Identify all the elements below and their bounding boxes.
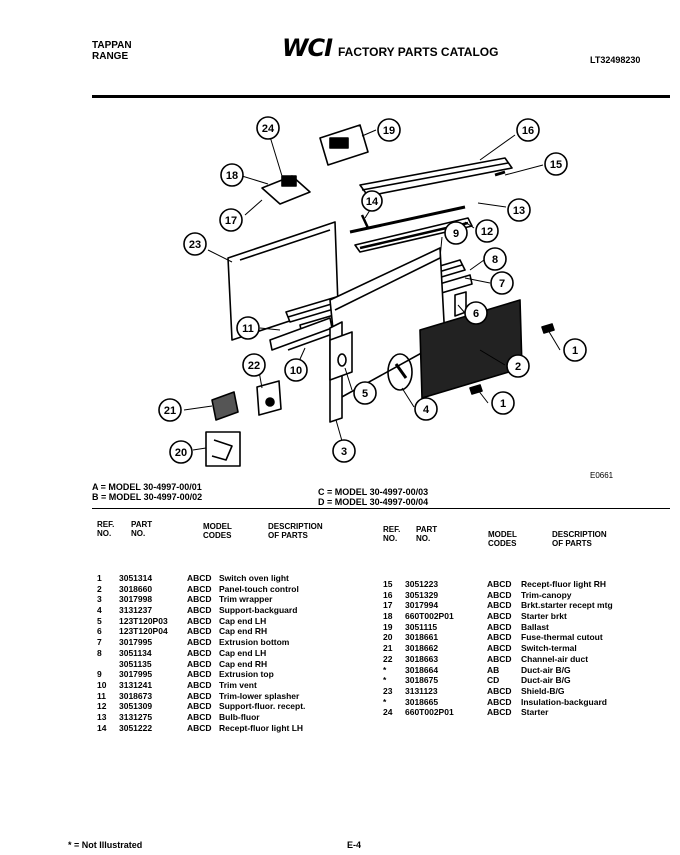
model-a: A = MODEL 30-4997-00/01 [92,482,202,492]
callout-15 [545,153,567,175]
svg-text:22: 22 [247,360,261,372]
svg-text:8: 8 [491,254,499,266]
svg-text:11: 11 [242,323,254,335]
svg-text:23: 23 [188,239,202,251]
callout-11 [237,317,259,339]
svg-text:19: 19 [382,125,396,137]
right-desc-header: DESCRIPTION OF PARTS [552,530,607,548]
svg-text:6: 6 [472,308,480,320]
callout-1b [492,392,514,414]
table-row: 3051135 ABCD Cap end RH [119,658,268,669]
table-row: 6 123T120P04 ABCD Cap end RH [97,626,268,637]
table-row: 9 3017995 ABCD Extrusion top [97,669,274,680]
callout-6 [465,302,487,324]
callout-10 [285,359,307,381]
right-part-header: PART NO. [416,525,438,543]
right-model-header: MODEL CODES [488,530,517,548]
table-row: * 3018665 ABCD Insulation-backguard [383,696,607,707]
table-row: 14 3051222 ABCD Recept-fluor light LH [97,722,304,733]
svg-text:10: 10 [289,365,303,377]
svg-text:18: 18 [225,170,239,182]
table-row: 12 3051309 ABCD Support-fluor. recept. [97,701,306,712]
svg-text:5: 5 [361,388,369,400]
model-d: D = MODEL 30-4997-00/04 [318,497,429,507]
table-row: 3 3017998 ABCD Trim wrapper [97,594,273,605]
callout-22 [243,354,265,376]
table-row: 4 3131237 ABCD Support-backguard [97,605,298,616]
svg-text:2: 2 [514,361,522,373]
callout-7 [491,272,513,294]
svg-text:17: 17 [224,215,238,227]
callout-8 [484,248,506,270]
callout-5 [354,382,376,404]
parts-list-right [383,579,613,718]
table-row: 23 3131123 ABCD Shield-B/G [383,685,565,696]
svg-text:1: 1 [499,398,507,410]
callout-2 [507,355,529,377]
callout-16 [517,119,539,141]
callout-24 [257,117,279,139]
table-row: 13 3131275 ABCD Bulb-fluor [97,711,260,722]
callout-19 [378,119,400,141]
svg-text:1: 1 [571,345,579,357]
table-row: 2 3018660 ABCD Panel-touch control [97,583,299,594]
right-ref-header: REF. NO. [383,525,401,543]
callout-13 [508,199,530,221]
svg-text:4: 4 [422,404,430,416]
callout-21 [159,399,181,421]
svg-text:7: 7 [498,278,506,290]
svg-text:9: 9 [452,228,460,240]
table-row: 1 3051314 ABCD Switch oven light [97,573,289,583]
table-row: 5 123T120P03 ABCD Cap end LH [97,615,267,626]
callout-17 [220,209,242,231]
parts-list-left [97,573,305,733]
table-rule [92,508,670,509]
table-row: 15 3051223 ABCD Recept-fluor light RH [383,579,606,589]
model-b: B = MODEL 30-4997-00/02 [92,492,203,502]
model-legend-left [92,482,202,502]
svg-text:14: 14 [365,196,379,208]
callout-23 [184,233,206,255]
cap-end-lh [330,332,352,380]
wci-logo: WCI [282,34,333,62]
svg-text:3: 3 [340,446,348,458]
callout-20 [170,441,192,463]
model-legend-right [318,487,428,507]
left-part-header: PART NO. [131,520,153,538]
svg-text:13: 13 [512,205,526,217]
svg-text:21: 21 [163,405,177,417]
catalog-title: FACTORY PARTS CATALOG [338,45,499,59]
table-row: 20 3018661 ABCD Fuse-thermal cutout [383,632,603,643]
table-row: 10 3131241 ABCD Trim vent [97,679,257,690]
header-rule [92,95,670,98]
svg-text:16: 16 [521,125,535,137]
callout-3 [333,440,355,462]
brand-block [92,40,132,62]
left-desc-header: DESCRIPTION OF PARTS [268,522,323,540]
table-row: * 3018664 AB Duct-air B/G [383,664,571,675]
page-number: E-4 [347,840,362,850]
table-row: 18 660T002P01 ABCD Starter brkt [383,611,567,622]
callout-18 [221,164,243,186]
left-model-header: MODEL CODES [203,522,232,540]
exploded-parts-diagram [150,110,610,470]
callout-9 [445,222,467,244]
not-illustrated-note: * = Not Illustrated [68,840,143,850]
brand-line-1: TAPPAN [92,40,132,51]
svg-text:15: 15 [549,159,563,171]
callout-12 [476,220,498,242]
table-row: 7 3017995 ABCD Extrusion bottom [97,637,290,648]
model-c: C = MODEL 30-4997-00/03 [318,487,429,497]
brand-line-2: RANGE [92,51,129,62]
table-row: 22 3018663 ABCD Channel-air duct [383,653,589,664]
table-row: 24 660T002P01 ABCD Starter [383,707,549,718]
table-row: 8 3051134 ABCD Cap end LH [97,647,267,658]
callout-4 [415,398,437,420]
table-row: * 3018675 CD Duct-air B/G [383,675,571,686]
left-ref-header: REF. NO. [97,520,115,538]
table-row: 17 3017994 ABCD Brkt.starter recept mtg [383,600,613,611]
svg-text:20: 20 [174,447,188,459]
svg-text:12: 12 [480,226,494,238]
table-row: 19 3051115 ABCD Ballast [383,621,549,632]
callout-14 [362,191,382,211]
diagram-code: E0661 [590,471,614,480]
svg-text:24: 24 [261,123,275,135]
table-row: 16 3051329 ABCD Trim-canopy [383,589,572,600]
catalog-code: LT32498230 [590,55,641,65]
table-row: 11 3018673 ABCD Trim-lower splasher [97,690,300,701]
table-row: 21 3018662 ABCD Switch-termal [383,643,577,654]
callout-1a [564,339,586,361]
